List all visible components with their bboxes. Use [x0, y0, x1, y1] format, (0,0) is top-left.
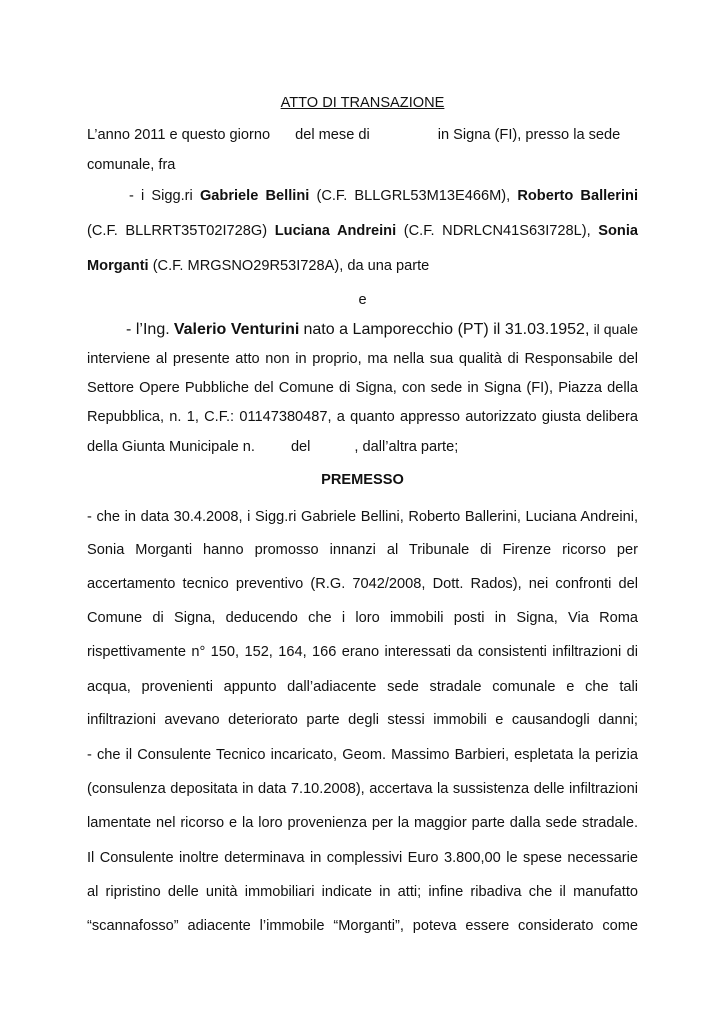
party2-line-2: interviene al presente atto non in proprio, ma nella sua qualità di Responsabile del [87, 351, 638, 367]
party2-line-1 [126, 320, 638, 339]
fiscal-code: (C.F. MRGSNO29R53I728A), da una parte [152, 258, 430, 274]
paragraph-line: Comune di Signa, deducendo che i loro immobili posti in Signa, Via Roma [87, 610, 638, 626]
paragraph-line: accertamento tecnico preventivo (R.G. 7042/2008, Dott. Rados), nei confronti del [87, 576, 638, 592]
connector: e [358, 292, 367, 308]
paragraph-line: rispettivamente n° 150, 152, 164, 166 erano interessati da consistenti infiltrazioni di [87, 644, 638, 660]
fiscal-code: (C.F. BLLRRT35T02I728G) [87, 223, 268, 239]
party2-line-5c: , dall’altra parte; [354, 439, 459, 455]
party-name: Luciana Andreini [274, 223, 397, 239]
paragraph-line: acqua, provenienti appunto dall’adiacente sede stradale comunale e che tali [87, 679, 638, 695]
party-name: Sonia [598, 223, 638, 239]
fiscal-code: (C.F. NDRLCN41S63I728L), [403, 223, 591, 239]
intro-line-1 [87, 126, 638, 144]
paragraph-line: al ripristino delle unità immobiliari indicate in atti; infine ribadiva che il manufatto [87, 884, 638, 900]
party2-line-3: Settore Opere Pubbliche del Comune di Signa, con sede in Signa (FI), Piazza della [87, 380, 638, 396]
party-name: Gabriele Bellini [199, 188, 310, 204]
party-name: Roberto Ballerini [517, 188, 639, 204]
birth-info: nato a Lamporecchio (PT) il 31.03.1952, [303, 321, 590, 338]
intro-text-c: in Signa (FI), presso la sede [437, 127, 621, 143]
intro-text-b: del mese di [295, 127, 370, 143]
paragraph-line: - che il Consulente Tecnico incaricato, Geom. Massimo Barbieri, espletata la perizia [87, 747, 638, 763]
document-title: ATTO DI TRANSAZIONE [280, 95, 445, 111]
party2-line-5 [87, 438, 638, 456]
paragraph-line: - che in data 30.4.2008, i Sigg.ri Gabriele Bellini, Roberto Ballerini, Luciana Andreini, [87, 509, 638, 525]
paragraph-line: Sonia Morganti hanno promosso innanzi al Tribunale di Firenze ricorso per [87, 542, 638, 558]
party1-line-2 [87, 222, 638, 240]
party2-line-5a: della Giunta Municipale n. [87, 439, 255, 455]
intro-text-a: L’anno 2011 e questo giorno [87, 127, 271, 143]
party2-line-5b: del [290, 439, 311, 455]
section-heading: PREMESSO [321, 472, 404, 488]
paragraph-line: lamentate nel ricorso e la loro provenienza per la maggior parte dalla sede stradale. [87, 815, 638, 831]
paragraph-line: (consulenza depositata in data 7.10.2008), accertava la sussistenza delle infiltrazioni [87, 781, 638, 797]
paragraph-line: “scannafosso” adiacente l’immobile “Morganti”, poteva essere considerato come [87, 918, 638, 934]
paragraph-line: Il Consulente inoltre determinava in complessivi Euro 3.800,00 le spese necessarie [87, 850, 638, 866]
paragraph-line: infiltrazioni avevano deteriorato parte degli stessi immobili e causandogli danni; [87, 712, 638, 728]
party2-tail: il quale [593, 321, 639, 337]
party-name: Morganti [87, 258, 149, 274]
party1-line-1 [129, 187, 638, 205]
party1-line-3 [87, 257, 638, 275]
party2-prefix: - l’Ing. [126, 321, 170, 338]
fiscal-code: (C.F. BLLGRL53M13E466M), [316, 188, 511, 204]
party-name: Valerio Venturini [173, 321, 300, 338]
intro-line-2: comunale, fra [87, 157, 176, 173]
party1-prefix: - i Sigg.ri [129, 188, 193, 204]
party2-line-4: Repubblica, n. 1, C.F.: 01147380487, a quanto appresso autorizzato giusta delibera [87, 409, 638, 425]
